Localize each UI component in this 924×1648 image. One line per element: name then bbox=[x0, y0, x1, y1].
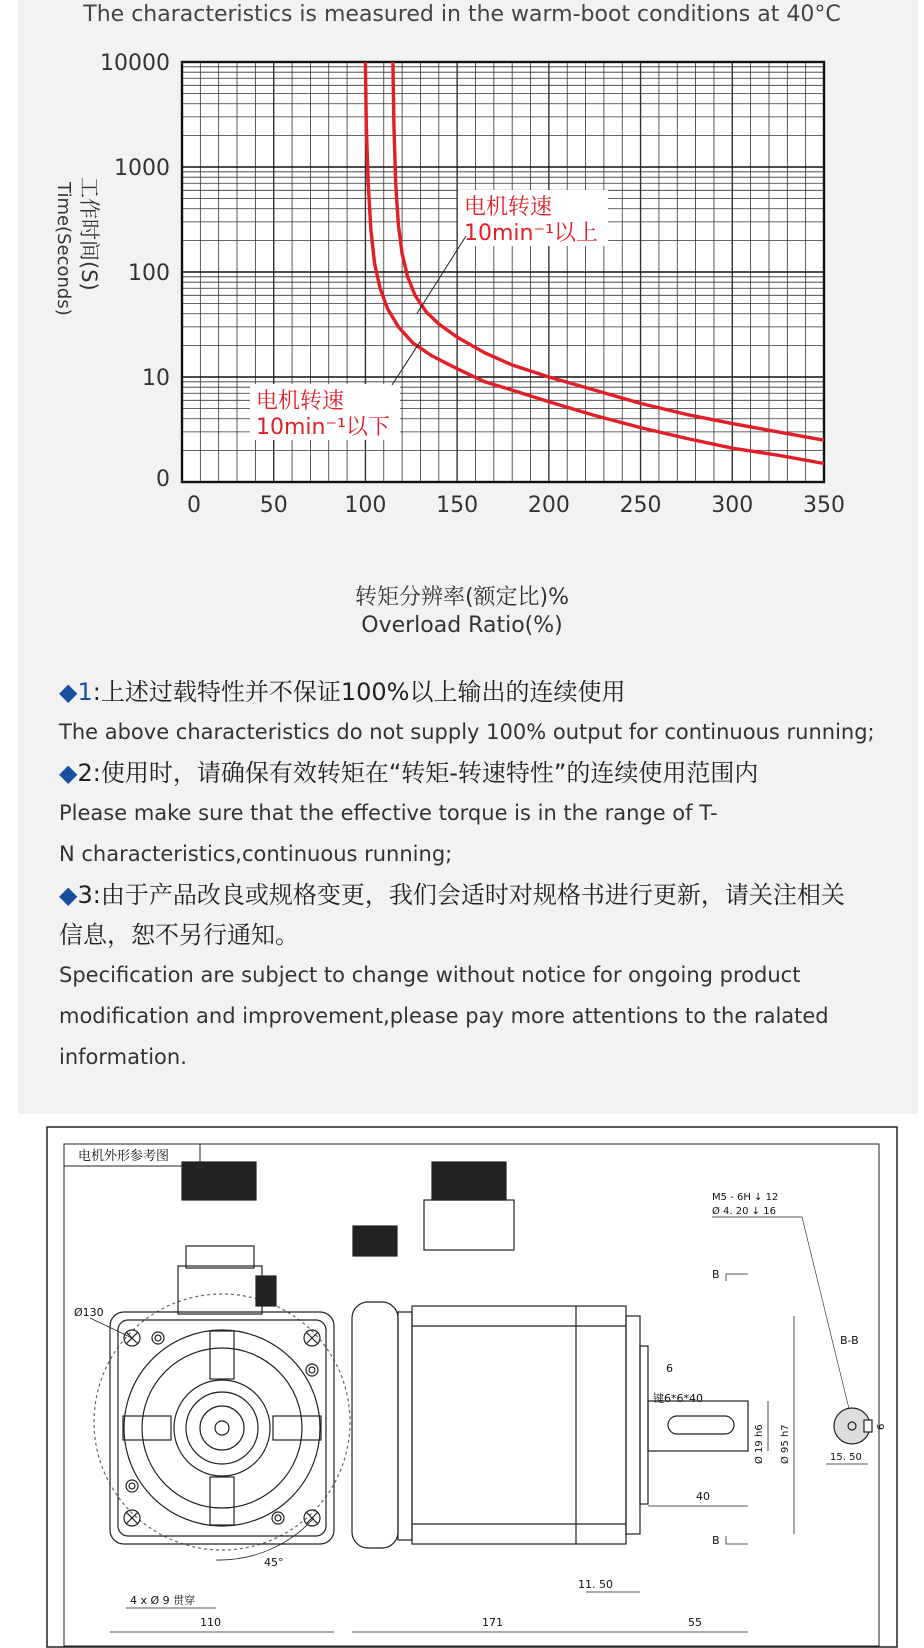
dim-171: 171 bbox=[482, 1616, 503, 1629]
thread-label-2: Ø 4. 20 ↓ 16 bbox=[712, 1206, 776, 1217]
x-tick-label: 150 bbox=[436, 493, 479, 518]
chart-heading: The characteristics is measured in the warm-boot conditions at 40°C bbox=[83, 2, 841, 27]
angle-label: 45° bbox=[264, 1556, 284, 1569]
y-axis-label-cn: 工作时间(S) bbox=[77, 177, 101, 291]
note-number: 1 bbox=[77, 678, 93, 706]
y-tick-label: 1000 bbox=[114, 156, 170, 181]
x-tick-label: 100 bbox=[344, 493, 387, 518]
section-key-dim: 6 bbox=[876, 1423, 887, 1430]
curve-label-line2: 10min⁻¹以下 bbox=[256, 415, 390, 440]
connector-top bbox=[182, 1162, 256, 1200]
connector-side-2 bbox=[353, 1226, 397, 1256]
y-tick-label: 10000 bbox=[100, 51, 170, 76]
note-3-en: Specification are subject to change without notice for ongoing product modification and improvement,please pay more attentions to the ralated information. bbox=[59, 963, 829, 1069]
note-1-cn bbox=[59, 672, 899, 712]
note-3-cn bbox=[59, 875, 859, 955]
dim-40: 40 bbox=[696, 1490, 710, 1503]
x-tick-label: 200 bbox=[527, 493, 570, 518]
section-b-bottom: B bbox=[712, 1534, 720, 1547]
dim-110: 110 bbox=[200, 1616, 221, 1629]
y-axis-label-en: Time(Seconds) bbox=[53, 182, 74, 316]
motor-outline-drawing bbox=[46, 1126, 898, 1648]
section-bb-label: B-B bbox=[840, 1334, 859, 1347]
diamond-icon: ◆ bbox=[59, 881, 78, 909]
shaft-dia-label: Ø 19 h6 bbox=[754, 1424, 765, 1464]
key-label: 键6*6*40 bbox=[653, 1392, 703, 1405]
dia130-label: Ø130 bbox=[74, 1306, 104, 1319]
curve-label-line2: 10min⁻¹以上 bbox=[464, 221, 598, 246]
curve-label-line1: 电机转速 bbox=[256, 389, 345, 414]
x-tick-label: 350 bbox=[803, 493, 845, 518]
dim-55: 55 bbox=[688, 1616, 702, 1629]
note-number: 3 bbox=[77, 881, 93, 909]
x-tick-label: 300 bbox=[711, 493, 754, 518]
dim-11-50: 11. 50 bbox=[578, 1578, 613, 1591]
curve-label-line1: 电机转速 bbox=[464, 195, 553, 220]
x-axis-label-cn: 转矩分辨率(额定比)% bbox=[354, 585, 570, 610]
note-1-en: The above characteristics do not supply 100% output for continuous running; bbox=[59, 720, 875, 744]
note-text: :上述过载特性并不保证100%以上输出的连续使用 bbox=[92, 678, 626, 706]
y-tick-label: 0 bbox=[156, 467, 170, 492]
diamond-icon: ◆ bbox=[59, 759, 78, 787]
note-2-en: Please make sure that the effective torque is in the range of T-N characteristics,continuous running; bbox=[59, 801, 718, 866]
section-b-top: B bbox=[712, 1268, 720, 1281]
x-tick-label: 0 bbox=[187, 493, 201, 518]
section-dim: 15. 50 bbox=[830, 1452, 862, 1463]
y-tick-label: 10 bbox=[142, 366, 170, 391]
x-tick-label: 50 bbox=[259, 493, 288, 518]
note-2-cn bbox=[59, 753, 899, 793]
y-tick-label: 100 bbox=[128, 261, 170, 286]
x-axis-label-en: Overload Ratio(%) bbox=[361, 613, 563, 638]
diamond-icon: ◆ bbox=[59, 678, 78, 706]
drawing-title: 电机外形参考图 bbox=[78, 1149, 170, 1164]
notes bbox=[59, 672, 899, 1078]
drawing-outer-frame bbox=[47, 1127, 897, 1647]
thread-label-1: M5 - 6H ↓ 12 bbox=[712, 1192, 779, 1203]
holes-label: 4 x Ø 9 贯穿 bbox=[130, 1594, 196, 1607]
connector-side bbox=[256, 1276, 276, 1306]
x-tick-label: 250 bbox=[619, 493, 662, 518]
overload-chart bbox=[0, 40, 924, 580]
note-text: :使用时，请确保有效转矩在“转矩-转速特性”的连续使用范围内 bbox=[92, 759, 759, 787]
note-text: :由于产品改良或规格变更，我们会适时对规格书进行更新，请关注相关信息，恕不另行通知。 bbox=[59, 881, 845, 949]
note-number: 2 bbox=[77, 759, 93, 787]
connector-top-side bbox=[432, 1162, 506, 1200]
flange-dia-label: Ø 95 h7 bbox=[780, 1424, 791, 1464]
dim-6: 6 bbox=[666, 1362, 673, 1375]
